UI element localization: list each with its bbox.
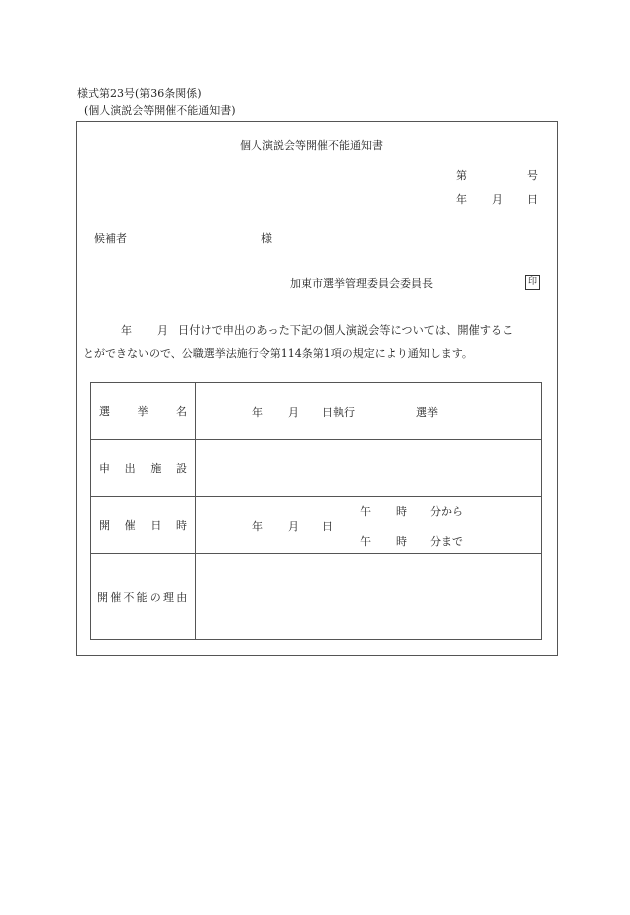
value-election: 年 月 日執行 選挙: [196, 383, 542, 440]
value-facility: [196, 440, 542, 497]
table-row-facility: [91, 440, 542, 497]
label-facility: 申 出 施 設: [91, 440, 196, 497]
table-row-election: [91, 383, 542, 440]
table-row-datetime: [91, 497, 542, 554]
body-line-2: とができないので、公職選挙法施行令第114条第1項の規定により通知します。: [83, 347, 473, 360]
seal-mark: [525, 274, 540, 290]
body-line-1: 日付けで申出のあった下記の個人演説会等については、開催するこ: [178, 324, 514, 337]
label-datetime: 開 催 日 時: [91, 497, 196, 554]
body-nen: 年: [121, 324, 132, 337]
form-number: 様式第23号(第36条関係): [77, 87, 202, 100]
number-dai: 第: [456, 169, 467, 182]
form-subtitle: (個人演説会等開催不能通知書): [84, 104, 236, 117]
date-nen: 年: [456, 193, 467, 206]
number-go: 号: [527, 169, 538, 182]
candidate-label: 候補者: [94, 232, 127, 245]
date-hi: 日: [527, 193, 538, 206]
value-datetime: 年 月 日 午 時 分から 午 時 分まで: [196, 497, 542, 554]
candidate-sama: 様: [261, 232, 272, 245]
value-reason: [196, 554, 542, 640]
doc-title: 個人演説会等開催不能通知書: [240, 139, 383, 152]
issuer-name: 加東市選挙管理委員会委員長: [290, 277, 433, 290]
label-reason: 開催不能の理由: [91, 554, 196, 640]
label-election: 選 挙 名: [91, 383, 196, 440]
body-tsuki: 月: [157, 324, 168, 337]
details-table: [90, 382, 542, 640]
table-row-reason: [91, 554, 542, 640]
date-tsuki: 月: [492, 193, 503, 206]
seal-stamp: 印: [525, 275, 540, 290]
